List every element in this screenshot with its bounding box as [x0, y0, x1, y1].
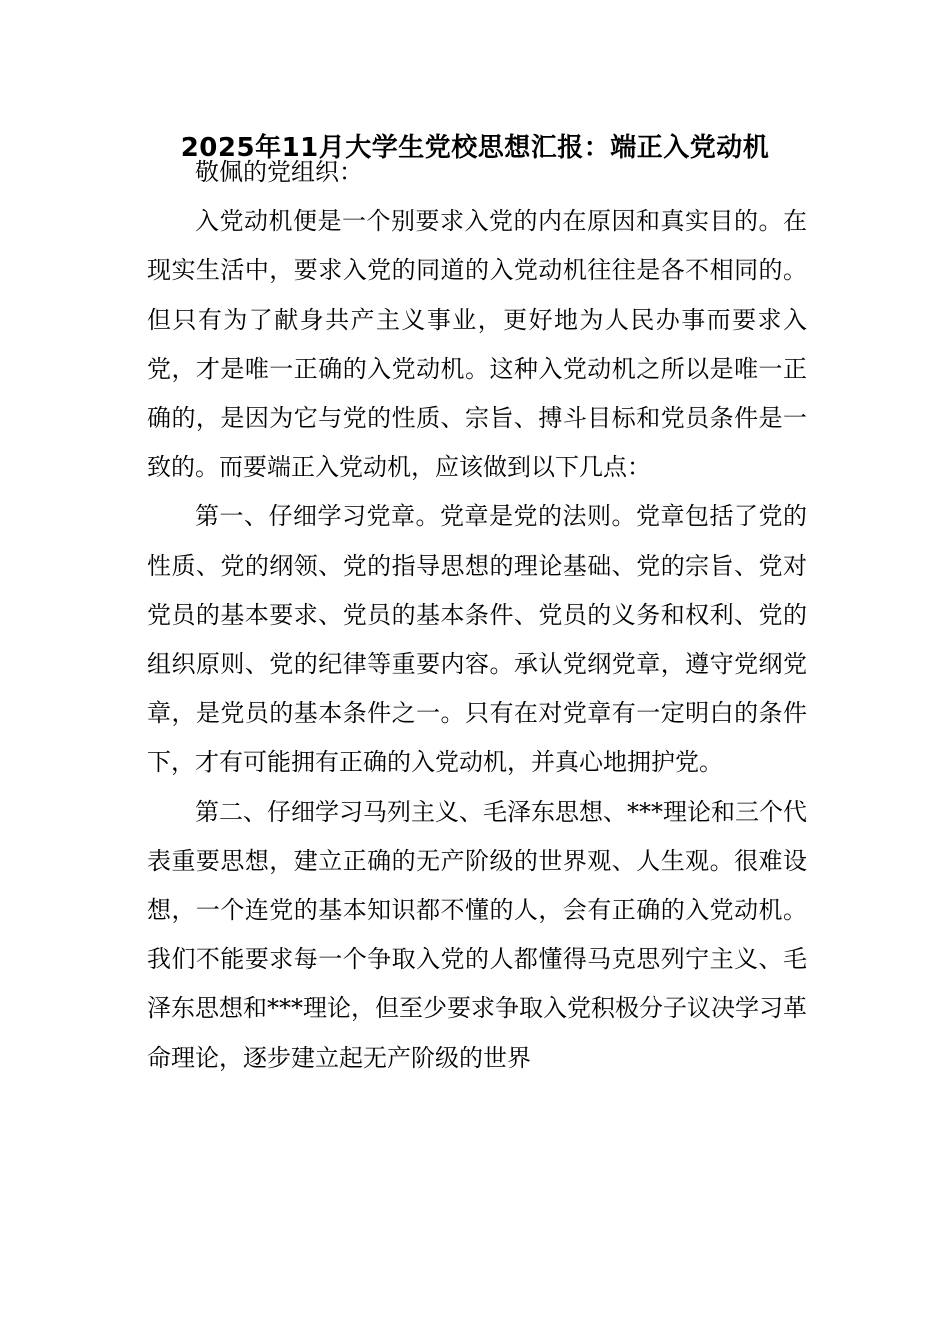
paragraph-first-point: 第一、仔细学习党章。党章是党的法则。党章包括了党的性质、党的纲领、党的指导思想的理论基础、党的宗旨、党对党员的基本要求、党员的基本条件、党员的义务和权利、党的组织原则、党的纪律等重要内容。承认党纲党章，遵守党纲党章，是党员的基本条件之一。只有在对党章有一定明白的条件下，才有可能拥有正确的入党动机，并真心地拥护党。 [147, 502, 807, 777]
document-title: 2025年11月大学生党校思想汇报：端正入党动机 [180, 133, 770, 163]
paragraph-intro: 入党动机便是一个别要求入党的内在原因和真实目的。在现实生活中，要求入党的同道的入党动机往往是各不相同的。但只有为了献身共产主义事业，更好地为人民办事而要求入党，才是唯一正确的入党动机。这种入党动机之所以是唯一正确的，是因为它与党的性质、宗旨、搏斗目标和党员条件是一致的。而要端正入党动机，应该做到以下几点： [147, 207, 807, 482]
document-body [147, 148, 807, 1083]
salutation: 敬佩的党组织： [195, 158, 363, 186]
paragraph-second-point: 第二、仔细学习马列主义、毛泽东思想、***理论和三个代表重要思想，建立正确的无产阶级的世界观、人生观。很难设想，一个连党的基本知识都不懂的人，会有正确的入党动机。我们不能要求每一个争取入党的人都懂得马克思列宁主义、毛泽东思想和***理论，但至少要求争取入党积极分子议决学习革命理论，逐步建立起无产阶级的世界 [147, 797, 807, 1072]
